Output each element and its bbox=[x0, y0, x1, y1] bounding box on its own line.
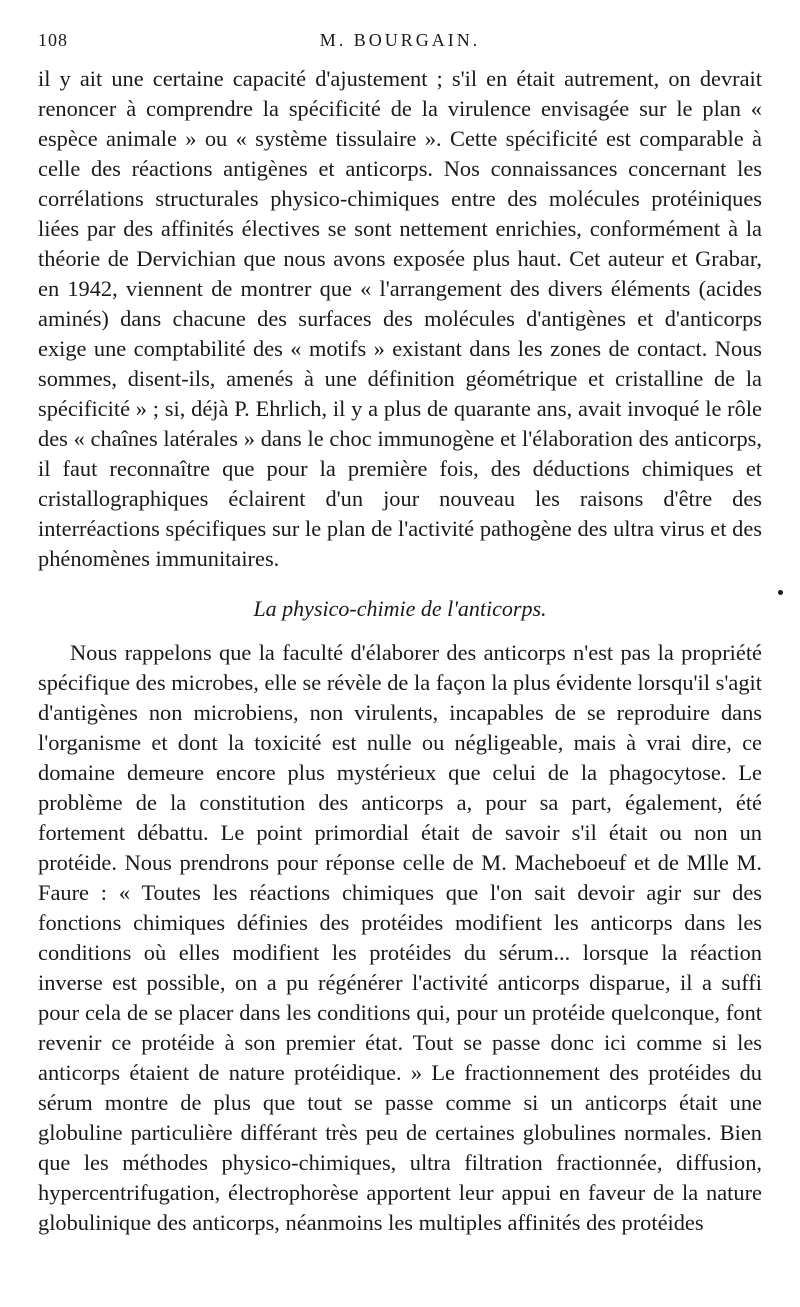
page-number: 108 bbox=[38, 30, 68, 50]
section-paragraph: Nous rappelons que la faculté d'élaborer des anticorps n'est pas la propriété spécifique des microbes, elle se révèle de la façon la plus évidente lorsqu'il s'agit d'antigènes non microbiens, non virulents, incapables de se reproduire dans l'organisme et dont la toxicité est nulle ou négligeable, mais à vrai dire, ce domaine demeure encore plus mystérieux que celui de la phagocytose. Le problème de la constitution des anticorps a, pour sa part, également, été fortement débattu. Le point primordial était de savoir s'il était ou non un protéide. Nous prendrons pour réponse celle de M. Macheboeuf et de Mlle M. Faure : « Toutes les réactions chimiques que l'on sait devoir agir sur des fonctions chimiques définies des protéides modifient les anticorps dans les conditions où elles modifient les protéides du sérum... lorsque la réaction inverse est possible, on a pu régénérer l'activité anticorps disparue, il a suffi pour cela de se placer dans les conditions qui, pour un protéide quelconque, font revenir ce protéide à son premier état. Tout se passe donc ici comme si les anticorps étaient de nature protéidique. » Le fractionnement des protéides du sérum montre de plus que tout se passe comme si un anticorps était une globuline particulière différant très peu de certaines globulines normales. Bien que les méthodes physico-chimiques, ultra filtration fractionnée, diffusion, hypercentrifugation, électrophorèse apportent leur appui en faveur de la nature globulinique des anticorps, néanmoins les multiples affinités des protéides bbox=[38, 640, 762, 1235]
document-page bbox=[38, 30, 762, 1238]
paragraph-continuation: il y ait une certaine capacité d'ajustement ; s'il en était autrement, on devrait renoncer à comprendre la spécificité de la virulence envisagée sur le plan « espèce animale » ou « système tissulaire ». Cette spécificité est comparable à celle des réactions antigènes et anticorps. Nos connaissances concernant les corrélations structurales physico-chimiques entre des molécules protéiniques liées par des affinités électives se sont nettement enrichies, conformément à la théorie de Dervichian que nous avons exposée plus haut. Cet auteur et Grabar, en 1942, viennent de montrer que « l'arrangement des divers éléments (acides aminés) dans chacune des surfaces des molécules d'antigènes et d'anticorps exige une comptabilité des « motifs » existant dans les zones de contact. Nous sommes, disent-ils, amenés à une définition géométrique et cristalline de la spécificité » ; si, déjà P. Ehrlich, il y a plus de quarante ans, avait invoqué le rôle des « chaînes latérales » dans le choc immunogène et l'élaboration des anticorps, il faut reconnaître que pour la première fois, des déductions chimiques et cristallographiques éclairent d'un jour nouveau les raisons d'être des interréactions spécifiques sur le plan de l'activité pathogène des ultra virus et des phénomènes immunitaires. bbox=[38, 66, 762, 571]
section-heading: La physico-chimie de l'anticorps. bbox=[253, 596, 547, 621]
running-title: M. BOURGAIN. bbox=[319, 30, 481, 50]
margin-mark bbox=[778, 590, 783, 595]
running-head bbox=[38, 30, 762, 58]
